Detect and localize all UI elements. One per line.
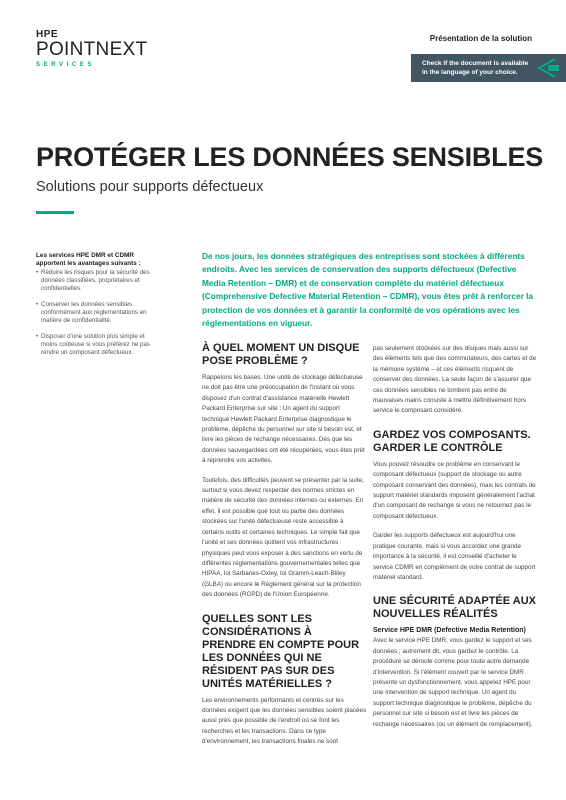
benefits-list [36, 269, 156, 357]
body-paragraph: Rappelons les bases. Une unité de stockage défectueuse ne doit pas être une préoccupation de l'instant où vous disposez d'un contrat d'assistance matérielle Hewlett Packard Enterprise sur site : Un agent du support technique Hewlett Packard Enterprise diagnostique le problème, dépêche du personnel sur site si besoin est, et livre les pièces de rechange nécessaires. Dès que les données sauvegardées ont été récupérées, vous êtes prêt à reprendre vos activités. [202, 374, 365, 465]
hpe-pointnext-logo [36, 30, 147, 69]
section-heading-non-hardware-data: QUELLES SONT LES CONSIDÉRATIONS À PRENDRE EN COMPTE POUR LES DONNÉES QUI NE RÉSIDENT PAS SUR DES UNITÉS MATÉRIELLES ? [202, 612, 360, 690]
section-heading-disk-problem: À QUEL MOMENT UN DISQUE POSE PROBLÈME ? [202, 342, 360, 367]
benefit-item: • Conserver les données sensibles conformément aux réglementations en matière de confidentialité. [36, 301, 156, 325]
body-paragraph: Les environnements performants et centrés sur les données exigent que les données sensibles soient placées aussi près que possible de l'endroit où se font les recherches et les transactions. Dans ce type d'environnement, les transactions finales ne sont [202, 696, 367, 746]
logo-hpe: HPE [36, 29, 59, 40]
lead-paragraph: De nos jours, les données stratégiques des entreprises sont stockées à différents endroits. Avec les services de conservation des supports défectueux (Defective Media Retention – DMR) et de conservation complète du matériel défectueux (Comprehensive Defective Material Retention – CDMR), vous êtes prêt à renforcer la protection de vos données et à garantir la conformité de vos opérations avec les réglementations en vigueur. [202, 251, 534, 329]
accent-bar [36, 211, 74, 214]
logo-services: SERVICES [36, 62, 96, 68]
section-heading-adapted-security: UNE SÉCURITÉ ADAPTÉE AUX NOUVELLES RÉALITÉS [373, 595, 536, 621]
body-paragraph: Garder les supports défectueux est aujourd'hui une pratique courante, mais si vous accordez une grande importance à la sécurité, il est conseillé d'acheter le service CDMR en complément de votre contrat de support matériel standard. [373, 532, 536, 581]
page-subtitle: Solutions pour supports défectueux [36, 179, 264, 195]
benefit-item: • Réduire les risques pour la sécurité des données classifiées, propriétaires et confidentielles. [36, 269, 156, 293]
right-column [373, 344, 538, 730]
benefit-item: • Disposer d'une solution plus simple et moins coûteuse si vous préférez ne pas rendre un composant défectueux. [36, 333, 156, 357]
benefits-intro: Les services HPE DMR et CDMR apportent les avantages suivants : [36, 252, 141, 267]
chevron-arrow-icon [535, 57, 559, 79]
body-paragraph: Avec le service HPE DMR, vous gardez le support et ses données ; autrement dit, vous gardez le contrôle. La procédure se déroule comme pour toute autre demande d'intervention. Si l'élément couvert par le service DMR présente un dysfonctionnement, vous appelez HPE pour une intervention de support technique. Un agent du support technique diagnostique le problème, dépêche du personnel sur site si besoin est et livre les pièces de rechange nécessaires (ou un élément de remplacement). [373, 637, 533, 728]
language-notice-text: Check if the document is available in the language of your choice. [422, 60, 529, 76]
logo-pointnext: POINTNEXT [36, 39, 148, 60]
left-column [202, 342, 367, 748]
benefits-sidebar [36, 252, 156, 365]
page-title: PROTÉGER LES DONNÉES SENSIBLES [36, 142, 544, 172]
language-availability-link[interactable] [411, 54, 566, 82]
subheading-dmr-service: Service HPE DMR (Defective Media Retention) [373, 627, 526, 635]
body-paragraph: Toutefois, des difficultés peuvent se présenter par la suite, surtout si vous devez respecter des normes strictes en matière de sécurité des données internes ou externes. En effet, il est possible que tout ou partie des données stockées sur l'unité défectueuse reste accessible à certains outils et certaines techniques. Le simple fait que l'unité et ses données quittent vos infrastructures physiques peut vous exposer à des sanctions en vertu de différentes réglementations gouvernementales telles que HIPAA, loi Sarbanes-Oxley, loi Gramm-Leach-Bliley (GLBA) ou encore le Règlement général sur la protection des données (RGPD) de l'Union Européenne. [202, 476, 364, 599]
document-type-label: Présentation de la solution [429, 34, 532, 43]
body-paragraph: pas seulement stockées sur des disques mais aussi sur des éléments tels que des commutateurs, des cartes et de la mémoire système – et ces éléments risquent de conserver des données. La seule façon de s'assurer que ces données sensibles ne tombent pas entre de mauvaises mains consiste à mettre définitivement hors service le composant considéré. [373, 345, 537, 415]
section-heading-keep-components: GARDEZ VOS COMPOSANTS. GARDER LE CONTRÔLE [373, 428, 531, 454]
body-paragraph: Vous pouvez résoudre ce problème en conservant le composant défectueux (support de stockage ou autre composant conservant des données), mais les contrats de support matériel standards imposent généralement l'achat d'un composant de rechange si vous ne retournez pas le composant défectueux. [373, 460, 536, 520]
